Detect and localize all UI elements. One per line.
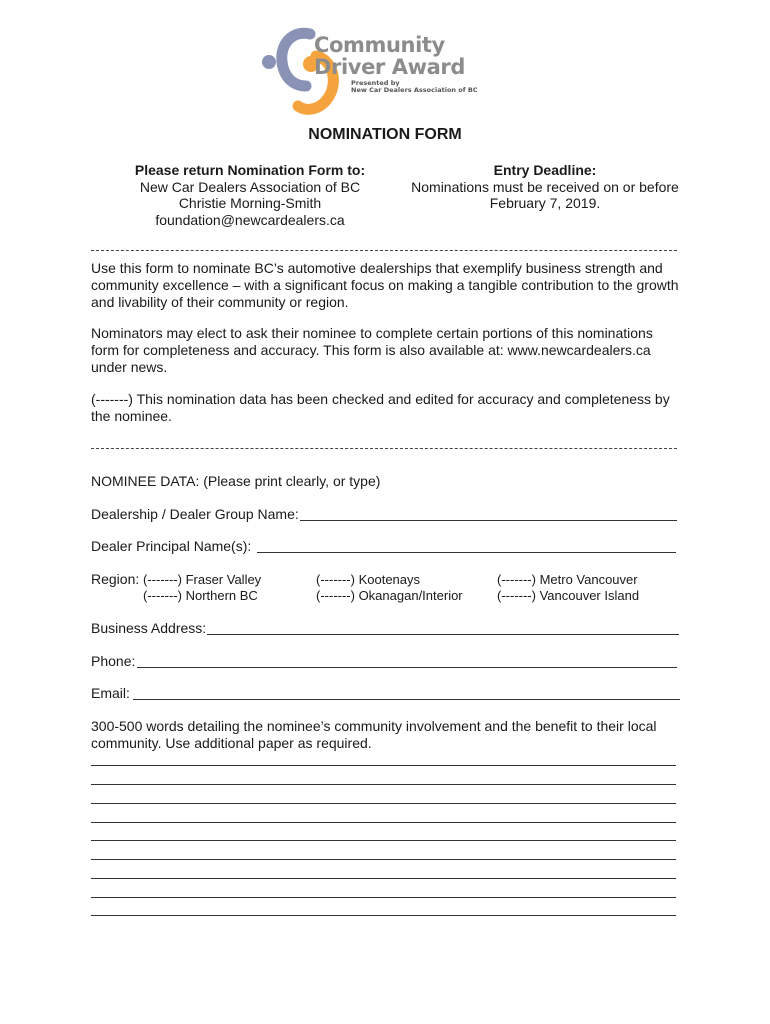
return-heading: Please return Nomination Form to:	[134, 162, 366, 178]
return-org: New Car Dealers Association of BC	[139, 178, 361, 195]
region-option-fraser-valley[interactable]: (-------) Fraser Valley	[143, 572, 262, 587]
dealership-label: Dealership / Dealer Group Name:	[91, 506, 299, 522]
region-option-okanagan[interactable]: (-------) Okanagan/Interior	[316, 588, 463, 603]
return-email: foundation@newcardealers.ca	[155, 211, 345, 228]
phone-field[interactable]	[137, 667, 677, 668]
email-field[interactable]	[133, 699, 680, 700]
region-option-metro-vancouver[interactable]: (-------) Metro Vancouver	[497, 572, 638, 587]
nominators-paragraph: Nominators may elect to ask their nominee to complete certain portions of this nominations form for completeness and accuracy. This form is also available at: www.newcardealers.ca under news.	[91, 325, 653, 375]
writing-line[interactable]	[91, 765, 676, 766]
logo-presented-by: Presented by	[351, 79, 400, 87]
checked-statement: (-------) This nomination data has been checked and edited for accuracy and completeness by the nominee.	[91, 391, 670, 424]
writing-line[interactable]	[91, 859, 676, 860]
region-option-northern-bc[interactable]: (-------) Northern BC	[143, 588, 258, 603]
region-option-kootenays[interactable]: (-------) Kootenays	[316, 572, 421, 587]
deadline-line1: Nominations must be received on or before	[411, 178, 679, 195]
form-title: NOMINATION FORM	[308, 126, 462, 143]
return-contact: Christie Morning-Smith	[178, 195, 322, 211]
phone-label: Phone:	[91, 653, 136, 669]
dealership-field[interactable]	[300, 520, 677, 521]
logo-title-line2: Driver Award	[314, 55, 465, 79]
nominee-data-heading: NOMINEE DATA: (Please print clearly, or type)	[91, 473, 381, 489]
logo-association: New Car Dealers Association of BC	[351, 86, 478, 94]
writing-line[interactable]	[91, 822, 676, 823]
principal-field[interactable]	[257, 552, 676, 553]
address-label: Business Address:	[91, 620, 207, 636]
writing-line[interactable]	[91, 803, 676, 804]
logo-title-line1: Community	[314, 33, 445, 57]
community-driver-award-logo	[258, 24, 488, 120]
deadline-line2: February 7, 2019.	[489, 195, 601, 211]
deadline-heading: Entry Deadline:	[493, 162, 597, 178]
intro-paragraph: Use this form to nominate BC’s automotive dealerships that exemplify business strength and community excellence – with a significant focus on making a tangible contribution to the growth and livability of their community or region.	[91, 260, 679, 310]
dashed-divider	[91, 250, 677, 251]
email-label: Email:	[91, 685, 130, 701]
address-field[interactable]	[207, 634, 679, 635]
writing-line[interactable]	[91, 784, 676, 785]
writing-line[interactable]	[91, 878, 676, 879]
writing-line[interactable]	[91, 915, 676, 916]
deadline-info	[385, 162, 705, 212]
dashed-divider	[91, 448, 677, 449]
return-info	[100, 162, 400, 228]
writing-line[interactable]	[91, 840, 676, 841]
region-label: Region:	[91, 571, 140, 587]
principal-label: Dealer Principal Name(s):	[91, 538, 252, 554]
region-option-vancouver-island[interactable]: (-------) Vancouver Island	[497, 588, 640, 603]
writing-line[interactable]	[91, 897, 676, 898]
community-involvement-instructions: 300-500 words detailing the nominee’s community involvement and the benefit to their local community. Use additional paper as required.	[91, 718, 657, 751]
